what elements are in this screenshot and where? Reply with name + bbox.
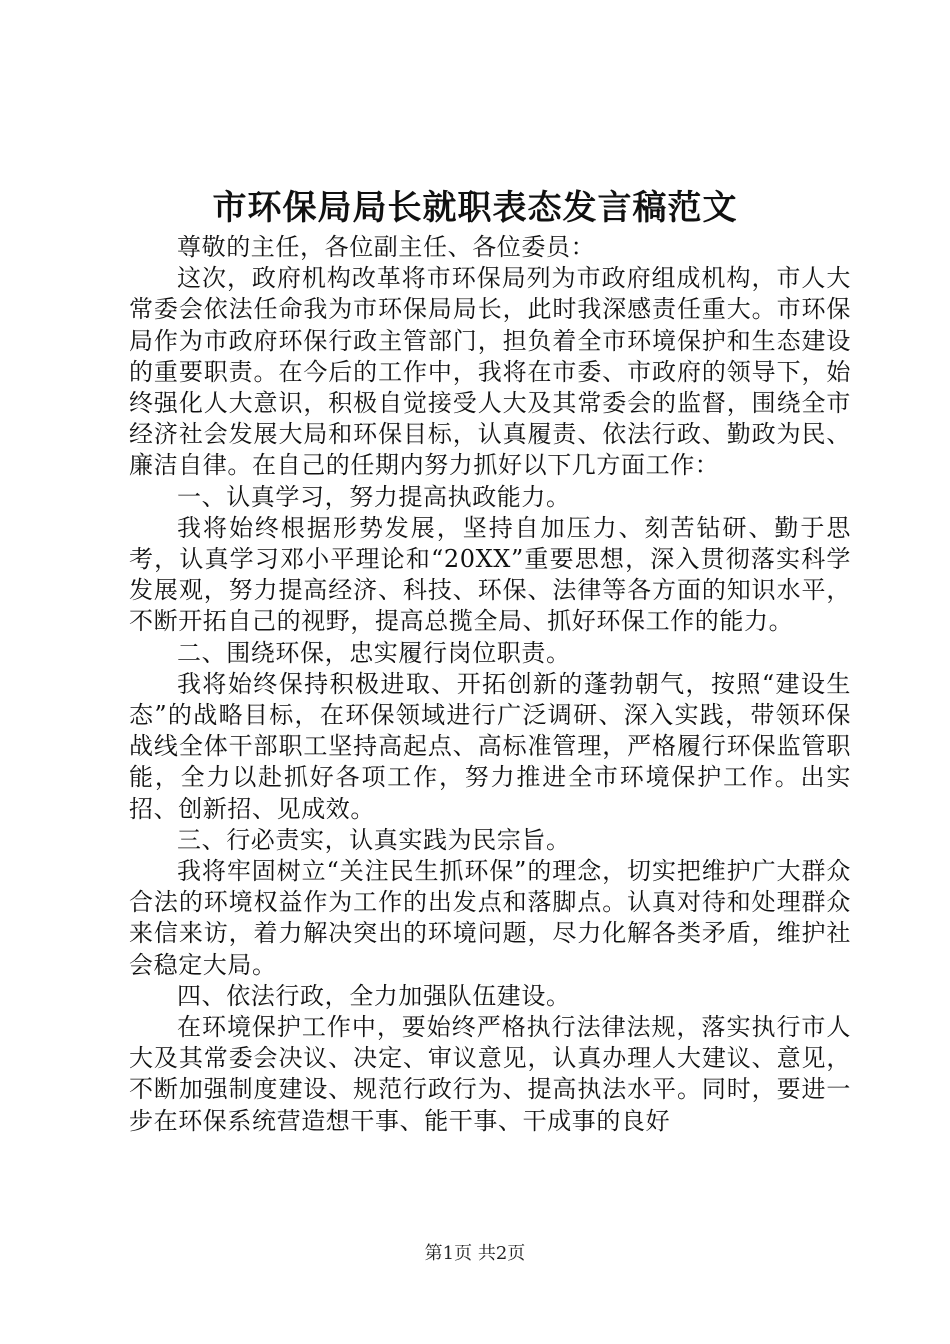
body-paragraph: 我将始终保持积极进取、开拓创新的蓬勃朝气，按照“建设生态”的战略目标，在环保领域进行广泛调研、深入实践，带领环保战线全体干部职工坚持高起点、高标准管理，严格履行环保监管职能，全力以赴抓好各项工作，努力推进全市环境保护工作。出实招、创新招、见成效。 bbox=[129, 669, 851, 823]
section-heading: 四、依法行政，全力加强队伍建设。 bbox=[177, 981, 571, 1010]
document-title: 市环保局局长就职表态发言稿范文 bbox=[212, 188, 738, 228]
document-body bbox=[129, 232, 851, 1137]
section-heading: 三、行必责实，认真实践为民宗旨。 bbox=[177, 825, 571, 854]
section-heading: 一、认真学习，努力提高执政能力。 bbox=[177, 482, 571, 511]
body-paragraph: 我将牢固树立“关注民生抓环保”的理念，切实把维护广大群众合法的环境权益作为工作的出发点和落脚点。认真对待和处理群众来信来访，着力解决突出的环境问题，尽力化解各类矛盾，维护社会稳定大局。 bbox=[129, 857, 851, 979]
body-paragraph: 我将始终根据形势发展，坚持自加压力、刻苦钻研、勤于思考，认真学习邓小平理论和“20XX”重要思想，深入贯彻落实科学发展观，努力提高经济、科技、环保、法律等各方面的知识水平，不断开拓自己的视野，提高总揽全局、抓好环保工作的能力。 bbox=[129, 513, 851, 636]
body-paragraph: 在环境保护工作中，要始终严格执行法律法规，落实执行市人大及其常委会决议、决定、审议意见，认真办理人大建议、意见，不断加强制度建设、规范行政行为、提高执法水平。同时，要进一步在环保系统营造想干事、能干事、干成事的良好 bbox=[129, 1013, 851, 1135]
salutation: 尊敬的主任，各位副主任、各位委员： bbox=[177, 233, 596, 261]
page-number: 第1页 共2页 bbox=[424, 1243, 526, 1264]
body-paragraph: 这次，政府机构改革将市环保局列为市政府组成机构，市人大常委会依法任命我为市环保局局长，此时我深感责任重大。市环保局作为市政府环保行政主管部门，担负着全市环境保护和生态建设的重要职责。在今后的工作中，我将在市委、市政府的领导下，始终强化人大意识，积极自觉接受人大及其常委会的监督，围绕全市经济社会发展大局和环保目标，认真履责、依法行政、勤政为民、廉洁自律。在自己的任期内努力抓好以下几方面工作： bbox=[129, 264, 851, 480]
page-footer bbox=[0, 1242, 950, 1266]
section-heading: 二、围绕环保，忠实履行岗位职责。 bbox=[177, 638, 571, 667]
